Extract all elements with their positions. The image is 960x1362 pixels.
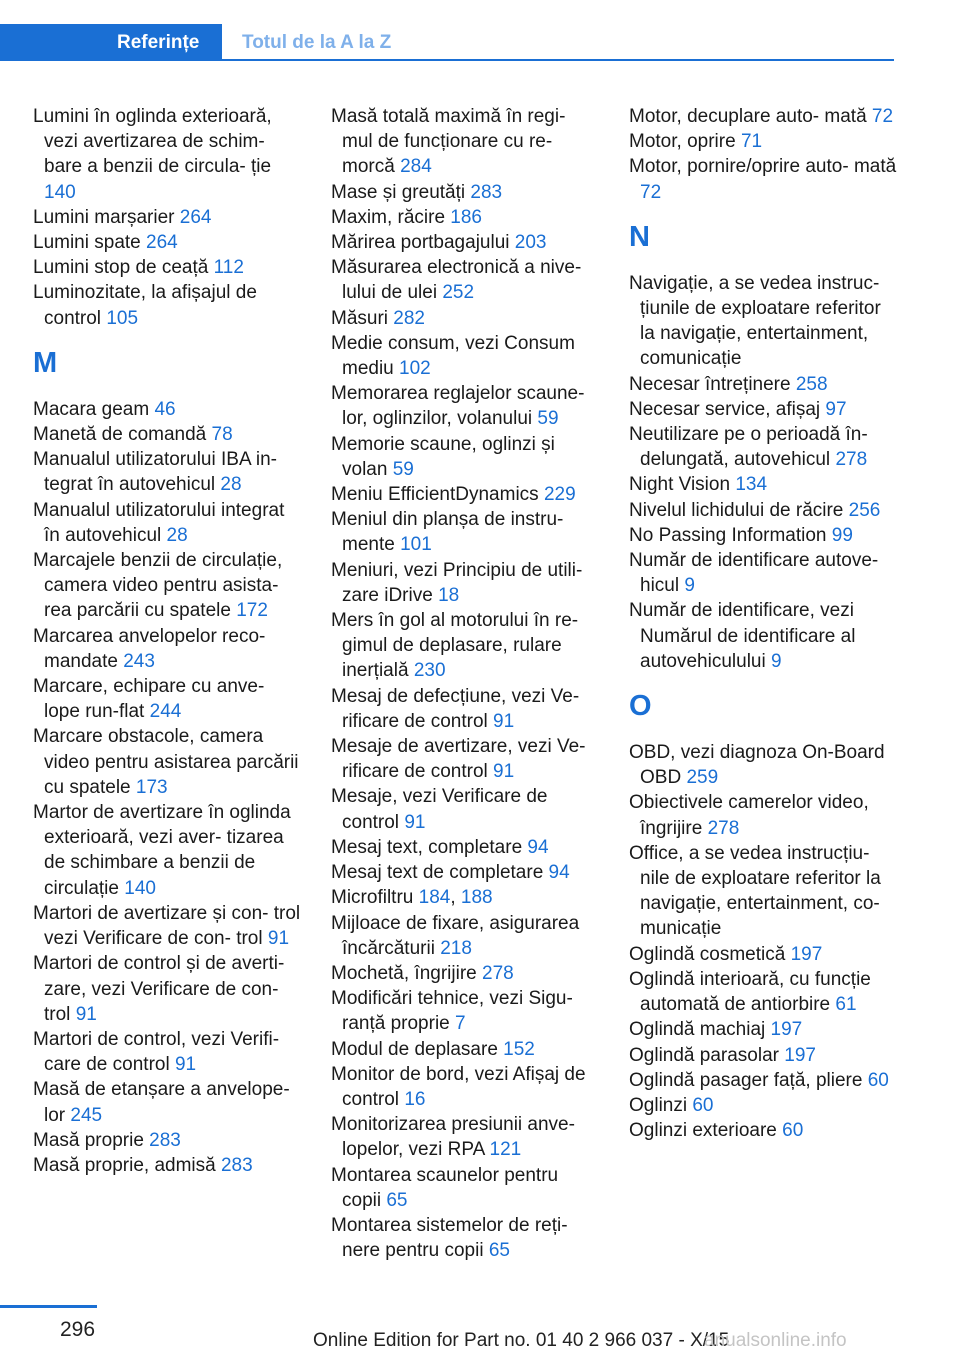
page-ref-link[interactable]: 97 bbox=[825, 398, 847, 420]
index-entry bbox=[331, 482, 601, 507]
page-ref-link[interactable]: 278 bbox=[482, 962, 514, 984]
index-term: Oglindă cosmetică bbox=[629, 943, 791, 965]
index-term: Memorie scaune, oglinzi și volan bbox=[331, 433, 555, 480]
page-ref-link[interactable]: 102 bbox=[399, 358, 431, 380]
index-entry bbox=[331, 230, 601, 255]
page-ref-link[interactable]: 61 bbox=[835, 994, 857, 1016]
index-term: Maxim, răcire bbox=[331, 206, 451, 228]
index-entry bbox=[33, 397, 303, 422]
page-ref-link[interactable]: 278 bbox=[707, 817, 740, 839]
index-term: Masă de etanșare a anvelope- lor bbox=[33, 1079, 290, 1126]
index-entry bbox=[331, 860, 601, 885]
page-ref-link[interactable]: 259 bbox=[686, 767, 719, 789]
index-entry bbox=[629, 422, 899, 472]
index-entry bbox=[331, 911, 601, 961]
index-entry bbox=[331, 306, 601, 331]
index-entry bbox=[33, 422, 303, 447]
index-term: Marcajele benzii de circulație, camera video pentru asista- rea parcării cu spatele bbox=[33, 550, 283, 622]
index-term: Meniuri, vezi Principiu de utili- zare iDrive bbox=[331, 559, 583, 606]
page-ref-link[interactable]: 218 bbox=[440, 937, 472, 959]
page-ref-link[interactable]: 72 bbox=[871, 106, 894, 127]
page-ref-link[interactable]: 184 bbox=[418, 887, 451, 909]
edition-note: Online Edition for Part no. 01 40 2 966 037 - X/15 bbox=[313, 1330, 730, 1351]
index-entry: Microfiltru 184, 188 bbox=[331, 887, 493, 909]
index-entry bbox=[33, 255, 303, 280]
index-term: Oglindă parasolar bbox=[629, 1044, 785, 1066]
index-entry bbox=[331, 1112, 601, 1162]
index-term: Lumini spate bbox=[33, 232, 147, 254]
page-ref-link[interactable]: 65 bbox=[488, 1240, 510, 1262]
index-term: Oglindă pasager față, pliere bbox=[629, 1069, 868, 1091]
index-term: Număr de identificare autove- hicul bbox=[629, 550, 879, 597]
index-term: Mochetă, îngrijire bbox=[331, 962, 483, 984]
index-entry bbox=[629, 1068, 899, 1093]
index-entry bbox=[331, 734, 601, 784]
index-entry bbox=[33, 1153, 303, 1178]
index-term: Martor de avertizare în oglinda exterioară, vezi aver- tizarea de schimbare a benzii de circulație bbox=[33, 802, 291, 899]
page-ref-link[interactable]: 140 bbox=[124, 877, 156, 899]
index-entry bbox=[33, 1077, 303, 1127]
index-term: Oglinzi bbox=[629, 1094, 693, 1116]
index-term: Microfiltru bbox=[331, 887, 419, 909]
page-ref-link[interactable]: 105 bbox=[106, 307, 139, 329]
page-ref-link[interactable]: 72 bbox=[640, 181, 662, 203]
page-ref-link[interactable]: 91 bbox=[174, 1054, 197, 1076]
index-term: Mărirea portbagajului bbox=[331, 232, 515, 254]
index-entry bbox=[331, 432, 601, 482]
index-entry bbox=[331, 180, 601, 205]
index-entry bbox=[629, 1093, 899, 1118]
page-ref-link[interactable]: 197 bbox=[790, 943, 823, 965]
index-term: OBD, vezi diagnoza On-Board OBD bbox=[629, 742, 885, 789]
index-entry bbox=[331, 961, 601, 986]
index-term: Martori de avertizare și con- trol vezi Verificare de con- trol bbox=[33, 902, 301, 950]
page-ref-link[interactable]: 91 bbox=[493, 761, 515, 783]
page-ref-link[interactable]: 91 bbox=[267, 928, 290, 950]
index-entry bbox=[33, 1027, 303, 1077]
page-ref-link[interactable]: 46 bbox=[154, 398, 176, 420]
index-entry bbox=[629, 598, 899, 674]
index-entry bbox=[629, 104, 899, 129]
page-ref-link[interactable]: 245 bbox=[70, 1104, 103, 1126]
index-term: Mesaj text, completare bbox=[331, 836, 528, 858]
page-ref-link[interactable]: 283 bbox=[149, 1129, 181, 1151]
index-entry bbox=[629, 1017, 899, 1042]
section-letter: O bbox=[629, 690, 652, 723]
index-entry bbox=[629, 548, 899, 598]
index-entry bbox=[33, 498, 303, 548]
index-entry bbox=[33, 951, 303, 1027]
index-term: Lumini în oglinda exterioară, vezi avertizarea de schim- bare a benzii de circula- ție bbox=[33, 106, 272, 178]
index-term: Meniu EfficientDynamics bbox=[331, 484, 544, 506]
page-ref-link[interactable]: 78 bbox=[211, 424, 233, 446]
index-entry bbox=[33, 724, 303, 800]
header-divider bbox=[222, 59, 894, 61]
page-ref-link[interactable]: 197 bbox=[784, 1044, 816, 1066]
index-entry bbox=[33, 674, 303, 724]
index-entry bbox=[629, 790, 899, 840]
footer-divider bbox=[0, 1305, 97, 1308]
page-ref-link[interactable]: 203 bbox=[514, 232, 547, 254]
index-term: Oglinzi exterioare bbox=[629, 1120, 783, 1142]
tab-referinte[interactable]: Referințe bbox=[0, 24, 222, 61]
index-term: Marcare obstacole, camera video pentru asistarea parcării cu spatele bbox=[33, 726, 299, 798]
index-term: No Passing Information bbox=[629, 524, 832, 546]
index-term: Mijloace de fixare, asigurarea încărcăturii bbox=[331, 912, 580, 959]
index-entry bbox=[331, 104, 601, 180]
index-term: Marcare, echipare cu anve- lope run-flat bbox=[33, 676, 265, 723]
index-entry bbox=[629, 841, 899, 942]
index-term: Lumini stop de ceață bbox=[33, 257, 214, 279]
index-term: Oglindă machiaj bbox=[629, 1019, 771, 1041]
index-term: Masă proprie, admisă bbox=[33, 1154, 221, 1176]
page-ref-link[interactable]: 284 bbox=[400, 156, 432, 178]
index-term: Mers în gol al motorului în re- gimul de deplasare, rulare inerțială bbox=[331, 610, 579, 682]
index-entry bbox=[629, 271, 899, 372]
page-ref-link[interactable]: 91 bbox=[404, 811, 426, 833]
index-term: Mesaje de avertizare, vezi Ve- rificare de control bbox=[331, 736, 586, 783]
index-term: Număr de identificare, vezi Numărul de identificare al autovehiculului bbox=[629, 600, 856, 672]
index-term: Marcarea anvelopelor reco- mandate bbox=[33, 625, 266, 672]
index-entry bbox=[331, 1213, 601, 1263]
page-ref-link[interactable]: 101 bbox=[400, 534, 432, 556]
index-term: Motor, pornire/oprire auto- mată bbox=[629, 156, 897, 178]
index-entry bbox=[33, 104, 303, 205]
page-ref-link[interactable]: 9 bbox=[684, 575, 695, 597]
index-entry bbox=[33, 447, 303, 497]
page-ref-link[interactable]: 188 bbox=[460, 887, 493, 909]
index-entry bbox=[331, 608, 601, 684]
index-entry bbox=[629, 523, 899, 548]
index-term: Oglindă interioară, cu funcție automată de antiorbire bbox=[629, 968, 871, 1016]
section-letter: N bbox=[629, 220, 650, 253]
index-term: Martori de control, vezi Verifi- care de control bbox=[33, 1028, 280, 1076]
index-entry bbox=[331, 1163, 601, 1213]
index-entry bbox=[33, 548, 303, 624]
index-term: Night Vision bbox=[629, 474, 736, 496]
index-term: Meniul din planșa de instru- mente bbox=[331, 509, 564, 556]
page-ref-link[interactable]: 94 bbox=[548, 862, 570, 884]
index-term: Luminozitate, la afișajul de control bbox=[33, 282, 257, 329]
index-entry bbox=[629, 372, 899, 397]
page-ref-link[interactable]: 94 bbox=[527, 836, 549, 858]
index-term: Martori de control și de averti- zare, vezi Verificare de con- trol bbox=[33, 953, 285, 1025]
index-entry bbox=[33, 1128, 303, 1153]
index-column-3 bbox=[629, 104, 899, 1143]
page-ref-link[interactable]: 283 bbox=[220, 1154, 253, 1176]
page-ref-link[interactable]: 282 bbox=[393, 307, 425, 329]
page-ref-link[interactable]: 230 bbox=[413, 660, 446, 682]
index-column-1 bbox=[33, 104, 303, 1178]
index-term: Navigație, a se vedea instruc- țiunile de exploatare referitor la navigație, entertainment, comunicație bbox=[629, 272, 881, 370]
page-ref-link[interactable]: 264 bbox=[146, 232, 178, 254]
index-entry bbox=[33, 901, 303, 951]
index-term: Montarea scaunelor pentru copii bbox=[331, 1164, 559, 1211]
index-term: Medie consum, vezi Consum mediu bbox=[331, 332, 575, 380]
index-term: Macara geam bbox=[33, 398, 155, 420]
index-entry bbox=[33, 230, 303, 255]
page-ref-link[interactable]: 283 bbox=[470, 181, 503, 203]
index-term: Motor, decuplare auto- mată bbox=[629, 106, 872, 127]
index-term: Monitorizarea presiunii anve- lopelor, vezi RPA bbox=[331, 1114, 575, 1161]
index-term: Masă proprie bbox=[33, 1129, 150, 1151]
index-entry bbox=[331, 331, 601, 381]
index-term: Modificări tehnice, vezi Sigu- ranță proprie bbox=[331, 988, 573, 1035]
page-ref-link[interactable]: 186 bbox=[450, 206, 482, 228]
page-ref-link[interactable]: 18 bbox=[438, 584, 460, 606]
page-ref-link[interactable]: 71 bbox=[740, 131, 763, 153]
page-ref-link[interactable]: 99 bbox=[831, 524, 853, 546]
index-entry bbox=[629, 472, 899, 497]
index-entry bbox=[33, 624, 303, 674]
index-entry bbox=[331, 1062, 601, 1112]
index-entry bbox=[331, 205, 601, 230]
page-ref-link[interactable]: 60 bbox=[867, 1069, 889, 1091]
index-entry bbox=[331, 784, 601, 834]
page-ref-link[interactable]: 140 bbox=[44, 181, 76, 203]
page-ref-link[interactable]: 91 bbox=[75, 1003, 97, 1025]
index-term: Manetă de comandă bbox=[33, 424, 212, 446]
index-entry bbox=[33, 800, 303, 901]
page-ref-link[interactable]: 112 bbox=[213, 257, 244, 279]
index-entry bbox=[331, 507, 601, 557]
index-entry bbox=[331, 255, 601, 305]
index-term: Măsurarea electronică a nive- lului de ulei bbox=[331, 257, 582, 304]
index-entry bbox=[629, 942, 899, 967]
index-entry bbox=[629, 1043, 899, 1068]
page-ref-link[interactable]: 134 bbox=[735, 474, 768, 496]
index-entry bbox=[629, 1118, 899, 1143]
page-ref-link[interactable]: 7 bbox=[455, 1013, 466, 1035]
index-entry bbox=[331, 1037, 601, 1062]
page-ref-link[interactable]: 278 bbox=[835, 449, 868, 471]
page-ref-link[interactable]: 256 bbox=[848, 499, 881, 521]
page-ref-link[interactable]: 243 bbox=[123, 650, 155, 672]
index-term: Măsuri bbox=[331, 307, 394, 329]
index-entry bbox=[629, 740, 899, 790]
index-term: Mase și greutăți bbox=[331, 181, 471, 203]
index-term: Office, a se vedea instrucțiu- nile de exploatare referitor la navigație, entertainment, co- municație bbox=[629, 842, 881, 940]
index-entry bbox=[629, 498, 899, 523]
index-term: Montarea sistemelor de reți- nere pentru copii bbox=[331, 1214, 568, 1262]
page-ref-link[interactable]: 173 bbox=[135, 776, 168, 798]
index-entry bbox=[331, 986, 601, 1036]
page-ref-link[interactable]: 60 bbox=[692, 1094, 714, 1116]
page-ref-link[interactable]: 264 bbox=[179, 206, 212, 228]
index-term: Necesar întreținere bbox=[629, 373, 796, 395]
page-ref-link[interactable]: 59 bbox=[537, 408, 559, 430]
page-ref-link[interactable]: 9 bbox=[770, 650, 782, 672]
index-term: Mesaj text de completare bbox=[331, 862, 549, 884]
index-term: Masă totală maximă în regi- mul de funcționare cu re- morcă bbox=[331, 106, 566, 178]
page-ref-link[interactable]: 229 bbox=[543, 484, 576, 506]
index-term: Manualul utilizatorului IBA in- tegrat în autovehicul bbox=[33, 449, 277, 496]
index-entry bbox=[331, 684, 601, 734]
index-entry bbox=[629, 154, 899, 204]
index-term: Manualul utilizatorului integrat în autovehicul bbox=[33, 499, 285, 546]
index-entry bbox=[629, 129, 899, 154]
index-term: Modul de deplasare bbox=[331, 1038, 504, 1060]
index-term: Mesaje, vezi Verificare de control bbox=[331, 786, 548, 833]
page-ref-link[interactable]: 172 bbox=[236, 600, 268, 622]
index-column-2 bbox=[331, 104, 601, 1263]
index-term: Obiectivele camerelor video, îngrijire bbox=[629, 792, 869, 839]
index-term: Nivelul lichidului de răcire bbox=[629, 499, 849, 521]
page-ref-link[interactable]: 91 bbox=[493, 710, 515, 732]
page-ref-link[interactable]: 252 bbox=[442, 282, 475, 304]
page-ref-link[interactable]: 28 bbox=[166, 524, 188, 546]
index-term: Mesaj de defecțiune, vezi Ve- rificare de control bbox=[331, 685, 580, 732]
page-ref-link[interactable]: 65 bbox=[386, 1189, 408, 1211]
index-entry bbox=[33, 205, 303, 230]
index-term: Necesar service, afișaj bbox=[629, 398, 826, 420]
header-tabbar bbox=[0, 24, 894, 61]
index-term: Lumini marșarier bbox=[33, 206, 180, 228]
page-ref-link[interactable]: 16 bbox=[404, 1088, 426, 1110]
page-ref-link[interactable]: 59 bbox=[392, 458, 414, 480]
index-entry bbox=[331, 558, 601, 608]
index-term: Monitor de bord, vezi Afișaj de control bbox=[331, 1063, 586, 1110]
page-ref-link[interactable]: 121 bbox=[489, 1139, 522, 1161]
index-entry bbox=[629, 967, 899, 1017]
section-letter: M bbox=[33, 346, 58, 379]
tab-totul-de-la-a-la-z[interactable]: Totul de la A la Z bbox=[242, 32, 392, 53]
page-ref-link[interactable]: 258 bbox=[795, 373, 828, 395]
page-ref-link[interactable]: 197 bbox=[770, 1019, 803, 1041]
index-entry bbox=[331, 381, 601, 431]
page-ref-link[interactable]: 244 bbox=[149, 701, 182, 723]
index-entry bbox=[33, 280, 303, 330]
page-number: 296 bbox=[60, 1318, 96, 1341]
page-ref-link[interactable]: 28 bbox=[220, 474, 242, 496]
page-ref-link[interactable]: 60 bbox=[782, 1120, 804, 1142]
watermark: anualsonline.info bbox=[704, 1330, 847, 1351]
page-ref-link[interactable]: 152 bbox=[503, 1038, 535, 1060]
index-entry bbox=[629, 397, 899, 422]
index-entry bbox=[331, 835, 601, 860]
index-term: Motor, oprire bbox=[629, 131, 741, 153]
index-term: Memorarea reglajelor scaune- lor, oglinzilor, volanului bbox=[331, 383, 585, 430]
index-term: Neutilizare pe o perioadă în- delungată, autovehicul bbox=[629, 424, 868, 471]
